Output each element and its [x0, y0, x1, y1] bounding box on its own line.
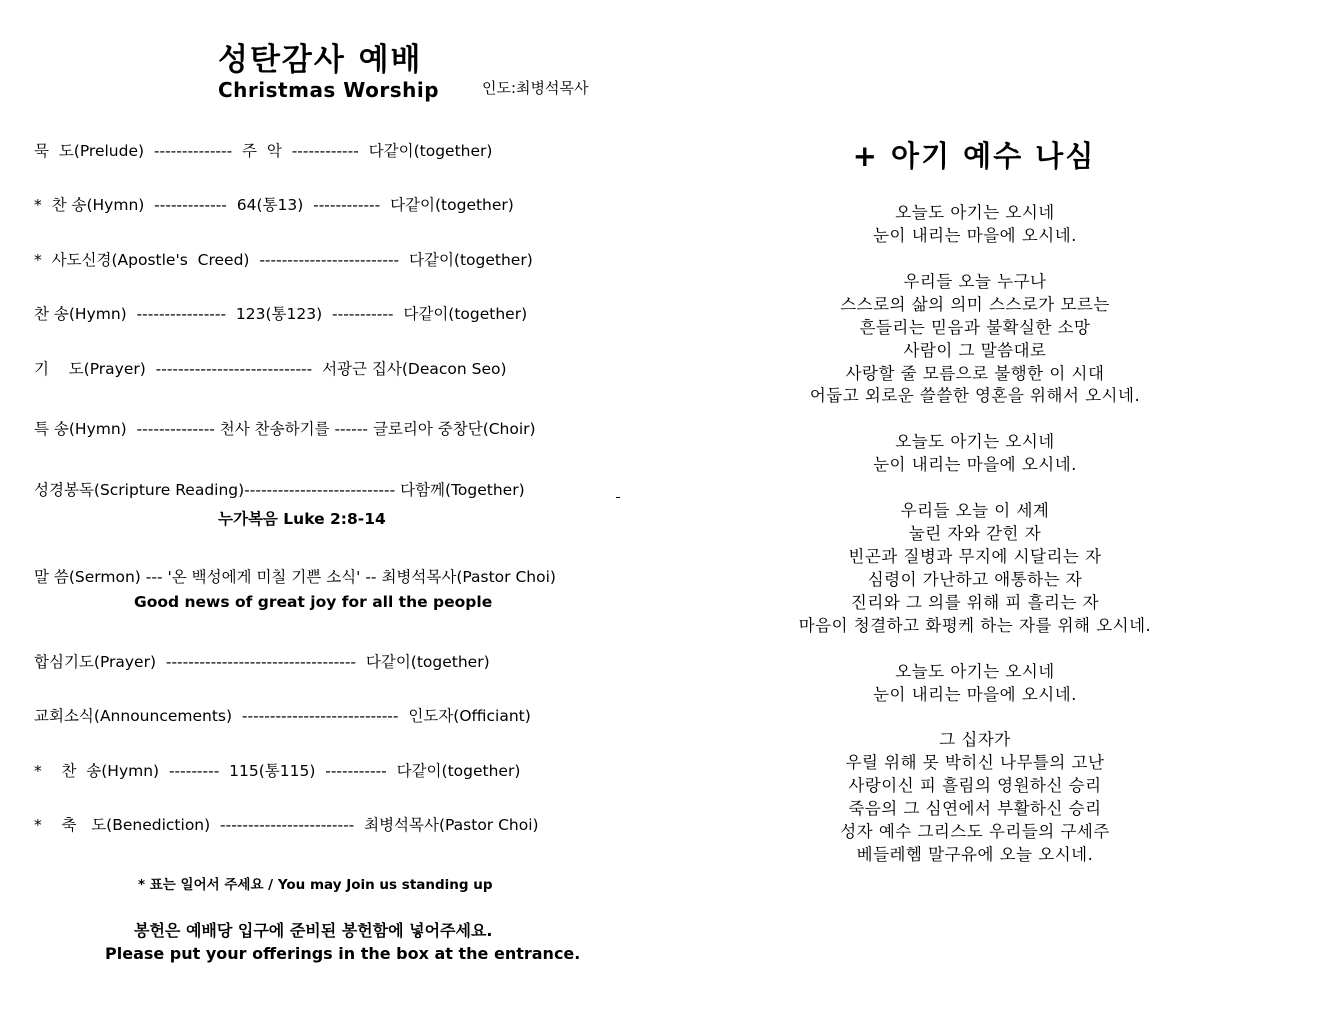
offering-note-en: Please put your offerings in the box at the entrance.: [105, 944, 581, 963]
lyric-line: 마음이 청결하고 화평케 하는 자를 위해 오시네.: [798, 615, 1152, 635]
order-item-scripture: 성경봉독(Scripture Reading)--------------------------- 다함께(Together): [34, 481, 525, 499]
stray-mark: [616, 497, 620, 498]
lyric-line: 눈이 내리는 마을에 오시네.: [873, 455, 1077, 475]
lyric-line: 눌린 자와 갇힌 자: [908, 524, 1042, 544]
sermon-subtitle: Good news of great joy for all the people: [134, 593, 493, 611]
lyric-line: 오늘도 아기는 오시네: [895, 661, 1055, 681]
order-item-special-hymn: 특 송(Hymn) -------------- 천사 찬송하기를 ------ 글로리아 중창단(Choir): [34, 420, 536, 438]
lyric-line: 진리와 그 의를 위해 피 흘리는 자: [850, 592, 1100, 612]
lyric-line: 오늘도 아기는 오시네: [895, 432, 1055, 452]
page-title: 성탄감사 예배: [218, 42, 423, 78]
scripture-reference: 누가복음 Luke 2:8-14: [218, 510, 386, 528]
leader-label: 인도:최병석목사: [482, 79, 589, 97]
lyric-line: 눈이 내리는 마을에 오시네.: [873, 225, 1077, 245]
lyric-line: 사람이 그 말씀대로: [903, 340, 1047, 360]
lyric-line: 눈이 내리는 마을에 오시네.: [873, 684, 1077, 704]
order-item-announcements: 교회소식(Announcements) ---------------------------- 인도자(Officiant): [34, 707, 531, 725]
order-item-creed: * 사도신경(Apostle's Creed) ------------------------- 다같이(together): [34, 251, 533, 269]
lyric-line: 오늘도 아기는 오시네: [895, 203, 1055, 222]
order-item-hymn-115: * 찬 송(Hymn) --------- 115(통115) ----------- 다같이(together): [34, 762, 521, 780]
order-item-sermon: 말 씀(Sermon) --- '온 백성에게 미칠 기쁜 소식' -- 최병석목사(Pastor Choi): [34, 568, 556, 586]
lyric-line: 죽음의 그 심연에서 부활하신 승리: [848, 799, 1102, 819]
order-item-hymn-123: 찬 송(Hymn) ---------------- 123(통123) ----------- 다같이(together): [34, 305, 528, 323]
lyric-line: 우릴 위해 못 박히신 나무틀의 고난: [845, 753, 1105, 773]
hymn-title: + 아기 예수 나심: [852, 139, 1096, 173]
lyric-line: 우리들 오늘 이 세계: [900, 501, 1050, 521]
standing-note: * 표는 일어서 주세요 / You may Join us standing up: [138, 877, 493, 893]
lyric-line: 사랑이신 피 흘림의 영원하신 승리: [848, 776, 1102, 796]
lyric-line: 빈곤과 질병과 무지에 시달리는 자: [848, 546, 1102, 566]
lyric-line: 베들레헴 말구유에 오늘 오시네.: [856, 845, 1094, 865]
lyric-line: 사랑할 줄 모름으로 불행한 이 시대: [845, 363, 1105, 383]
order-item-prayer: 기 도(Prayer) ---------------------------- 서광근 집사(Deacon Seo): [34, 360, 507, 378]
page-subtitle: Christmas Worship: [218, 78, 440, 102]
lyric-line: 어둡고 외로운 쓸쓸한 영혼을 위해서 오시네.: [809, 386, 1141, 406]
lyric-line: 우리들 오늘 누구나: [903, 271, 1047, 291]
offering-note-ko: 봉헌은 예배당 입구에 준비된 봉헌함에 넣어주세요.: [134, 921, 493, 940]
lyric-line: 흔들리는 믿음과 불확실한 소망: [859, 317, 1091, 337]
order-item-unison-prayer: 합심기도(Prayer) ---------------------------------- 다같이(together): [34, 653, 490, 671]
order-item-hymn-64: * 찬 송(Hymn) ------------- 64(통13) ------------ 다같이(together): [34, 196, 514, 214]
order-item-benediction: * 축 도(Benediction) ------------------------ 최병석목사(Pastor Choi): [34, 816, 539, 834]
lyric-line: 그 십자가: [939, 730, 1011, 750]
lyric-line: 스스로의 삶의 의미 스스로가 모르는: [840, 294, 1110, 314]
lyric-line: 성자 예수 그리스도 우리들의 구세주: [840, 822, 1110, 842]
order-item-prelude: 묵 도(Prelude) -------------- 주 악 ------------ 다같이(together): [34, 142, 493, 160]
lyric-line: 심령이 가난하고 애통하는 자: [867, 569, 1083, 589]
